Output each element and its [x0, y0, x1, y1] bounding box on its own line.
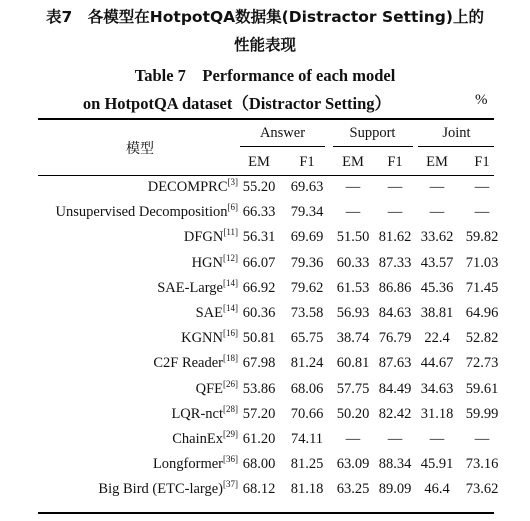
model-name-text: LQR-nct — [171, 405, 223, 422]
value-cell: 68.00 — [242, 456, 276, 473]
value-cell: 53.86 — [242, 380, 276, 397]
value-cell: 43.57 — [420, 254, 454, 271]
value-cell: 34.63 — [420, 380, 454, 397]
value-cell: 44.67 — [420, 355, 454, 372]
value-cell: 74.11 — [290, 431, 324, 447]
model-name — [38, 252, 238, 272]
value-cell: 61.20 — [242, 431, 276, 447]
value-cell: — — [429, 179, 445, 195]
joint-group-rule — [418, 146, 494, 147]
value-cell: 71.45 — [465, 279, 499, 296]
model-name-text: SAE — [195, 305, 223, 321]
value-cell: 72.73 — [465, 355, 499, 372]
value-cell: 57.20 — [242, 405, 276, 422]
value-cell: 59.82 — [465, 229, 499, 246]
value-cell: 79.36 — [290, 254, 324, 271]
value-cell: 68.12 — [242, 481, 276, 498]
value-cell: 73.58 — [290, 305, 324, 321]
support-group-rule — [333, 146, 413, 147]
value-cell: 84.63 — [378, 305, 412, 321]
value-cell: — — [429, 204, 445, 221]
header-answer-f1: F1 — [299, 154, 315, 170]
citation-ref: [16] — [223, 328, 238, 339]
header-joint-em: EM — [426, 154, 448, 170]
value-cell: 63.09 — [336, 456, 370, 473]
value-cell: 86.86 — [378, 279, 412, 296]
value-cell: — — [345, 431, 361, 447]
citation-ref: [28] — [223, 403, 238, 414]
top-rule — [38, 118, 494, 120]
model-name-text: DECOMPRC — [147, 179, 228, 195]
value-cell: 79.62 — [290, 279, 324, 296]
bottom-rule — [38, 512, 494, 514]
citation-ref: [11] — [223, 227, 238, 238]
value-cell: 68.06 — [290, 380, 324, 397]
model-name-text: DFGN — [183, 229, 224, 246]
answer-group-rule — [240, 146, 325, 147]
model-name — [38, 355, 238, 372]
citation-ref: [3] — [227, 177, 238, 188]
table-title-en-line1: Table 7 Performance of each model — [134, 66, 396, 85]
model-name — [38, 179, 238, 196]
model-name — [38, 456, 238, 473]
model-name — [38, 305, 238, 322]
value-cell: — — [474, 179, 490, 195]
model-name — [38, 229, 238, 246]
value-cell: 33.62 — [420, 229, 454, 246]
model-name — [38, 277, 238, 297]
header-group-joint: Joint — [442, 125, 471, 141]
value-cell: 66.07 — [242, 254, 276, 271]
model-name-text: Longformer — [152, 456, 223, 473]
value-cell: 57.75 — [336, 380, 370, 397]
header-group-support: Support — [349, 125, 396, 141]
value-cell: 60.81 — [336, 355, 370, 372]
value-cell: 56.93 — [336, 305, 370, 321]
value-cell: 84.49 — [378, 380, 412, 397]
value-cell: 71.03 — [465, 254, 499, 271]
value-cell: — — [474, 431, 490, 447]
model-name-text: QFE — [195, 380, 223, 397]
value-cell: 87.33 — [378, 254, 412, 271]
value-cell: 89.09 — [378, 481, 412, 498]
value-cell: 73.62 — [465, 481, 499, 498]
value-cell: 55.20 — [242, 179, 276, 195]
value-cell: 63.25 — [336, 481, 370, 498]
header-joint-f1: F1 — [474, 154, 490, 170]
value-cell: 66.33 — [242, 204, 276, 221]
value-cell: 56.31 — [242, 229, 276, 246]
header-model: 模型 — [126, 141, 154, 157]
value-cell: — — [345, 204, 361, 221]
citation-ref: [37] — [223, 479, 238, 490]
value-cell: 45.36 — [420, 279, 454, 296]
citation-ref: [14] — [223, 303, 238, 314]
value-cell: 46.4 — [424, 481, 450, 498]
value-cell: 81.62 — [378, 229, 412, 246]
value-cell: 88.34 — [378, 456, 412, 473]
model-name — [38, 403, 238, 423]
header-answer-em: EM — [248, 154, 270, 170]
value-cell: 59.99 — [465, 405, 499, 422]
table-title-en-line2: on HotpotQA dataset（Distractor Setting） — [82, 94, 392, 113]
value-cell: 31.18 — [420, 405, 454, 422]
value-cell: — — [387, 179, 403, 195]
citation-ref: [29] — [223, 429, 238, 440]
table-title-cn-line2: 性能表现 — [233, 36, 296, 54]
value-cell: — — [387, 204, 403, 221]
model-name — [38, 204, 238, 221]
model-name — [38, 330, 238, 347]
header-support-f1: F1 — [387, 154, 403, 170]
value-cell: 45.91 — [420, 456, 454, 473]
value-cell: 65.75 — [290, 330, 324, 347]
model-name-text: Unsupervised Decomposition — [55, 204, 228, 221]
value-cell: 61.53 — [336, 279, 370, 296]
value-cell: 52.82 — [465, 330, 499, 347]
value-cell: — — [345, 179, 361, 195]
value-cell: 81.24 — [290, 355, 324, 372]
value-cell: 81.25 — [290, 456, 324, 473]
model-name — [38, 431, 238, 448]
value-cell: 87.63 — [378, 355, 412, 372]
citation-ref: [18] — [223, 353, 238, 364]
model-name-text: SAE-Large — [157, 279, 223, 296]
model-name — [38, 481, 238, 498]
value-cell: 38.74 — [336, 330, 370, 347]
value-cell: 82.42 — [378, 405, 412, 422]
value-cell: 66.92 — [242, 279, 276, 296]
model-name — [38, 378, 238, 398]
value-cell: 60.33 — [336, 254, 370, 271]
model-name-text: C2F Reader — [153, 355, 223, 372]
value-cell: 67.98 — [242, 355, 276, 372]
model-name-text: ChainEx — [172, 431, 223, 447]
value-cell: 73.16 — [465, 456, 499, 473]
value-cell: 51.50 — [336, 229, 370, 246]
citation-ref: [12] — [223, 252, 238, 263]
table-title-cn-line1: 表7 各模型在HotpotQA数据集(Distractor Setting)上的 — [46, 8, 484, 26]
citation-ref: [26] — [223, 378, 238, 389]
model-name-text: Big Bird (ETC-large) — [98, 481, 223, 498]
header-rule — [38, 175, 494, 176]
value-cell: 76.79 — [378, 330, 412, 347]
header-group-answer: Answer — [259, 125, 306, 141]
value-cell: 22.4 — [424, 330, 450, 347]
citation-ref: [6] — [227, 202, 238, 213]
citation-ref: [36] — [223, 454, 238, 465]
value-cell: 70.66 — [290, 405, 324, 422]
unit-label: % — [475, 92, 488, 108]
model-name-text: HGN — [191, 254, 223, 271]
value-cell: 79.34 — [290, 204, 324, 221]
model-name-text: KGNN — [181, 330, 223, 347]
value-cell: 81.18 — [290, 481, 324, 498]
value-cell: 60.36 — [242, 305, 276, 321]
value-cell: 64.96 — [465, 305, 499, 321]
value-cell: 59.61 — [465, 380, 499, 397]
value-cell: 69.69 — [290, 229, 324, 246]
value-cell: 50.81 — [242, 330, 276, 347]
value-cell: — — [474, 204, 490, 221]
value-cell: 38.81 — [420, 305, 454, 321]
header-support-em: EM — [342, 154, 364, 170]
value-cell: 50.20 — [336, 405, 370, 422]
citation-ref: [14] — [223, 277, 238, 288]
value-cell: 69.63 — [290, 179, 324, 195]
value-cell: — — [387, 431, 403, 447]
value-cell: — — [429, 431, 445, 447]
